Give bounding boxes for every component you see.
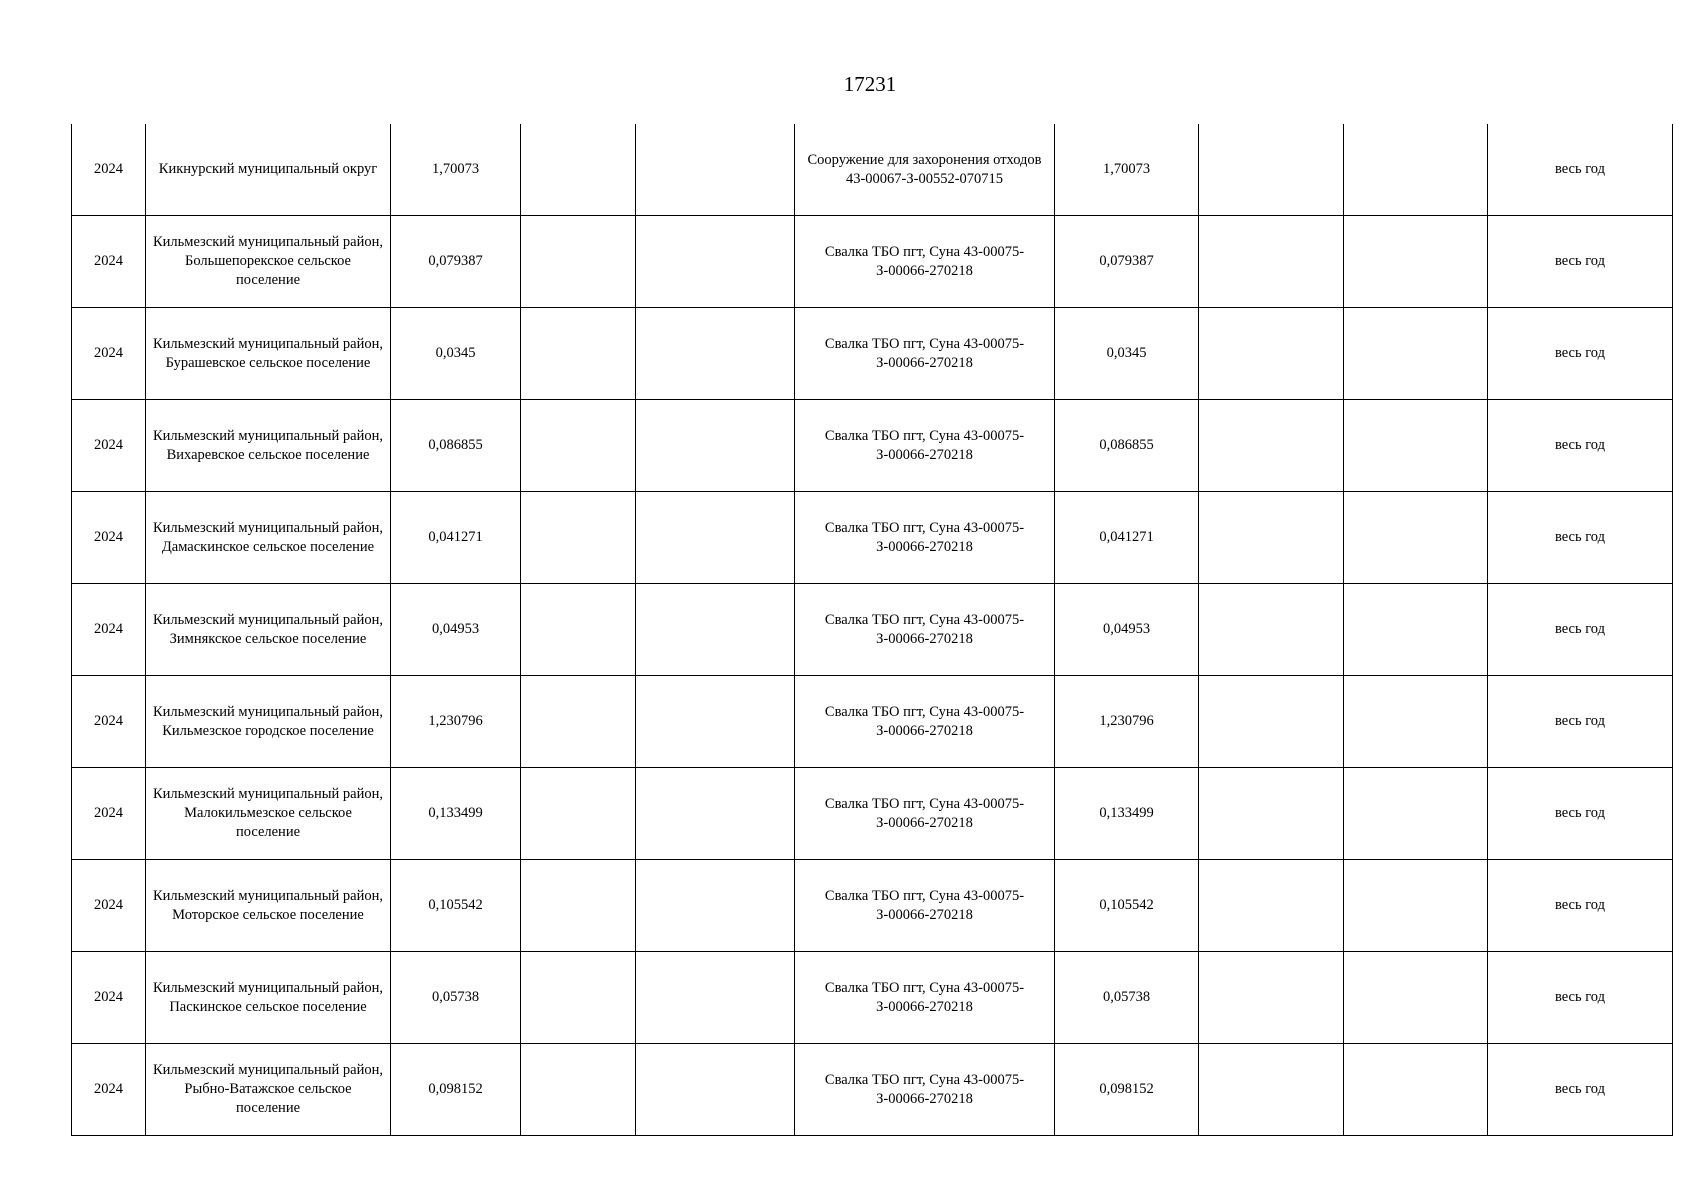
year-cell: 2024 — [72, 124, 146, 216]
period-cell: весь год — [1488, 492, 1673, 584]
year-cell: 2024 — [72, 768, 146, 860]
table-row — [72, 492, 1673, 584]
territory-cell: Кильмезский муниципальный район, Кильмезское городское поселение — [146, 676, 391, 768]
empty-cell — [636, 216, 795, 308]
empty-cell — [1199, 124, 1344, 216]
facility-cell: Свалка ТБО пгт, Суна 43-00075-З-00066-270218 — [795, 308, 1055, 400]
facility-amount-cell: 1,230796 — [1055, 676, 1199, 768]
table-row — [72, 216, 1673, 308]
amount-cell: 1,70073 — [391, 124, 521, 216]
facility-cell: Сооружение для захоронения отходов 43-00067-З-00552-070715 — [795, 124, 1055, 216]
facility-cell: Свалка ТБО пгт, Суна 43-00075-З-00066-270218 — [795, 1044, 1055, 1136]
table-row — [72, 400, 1673, 492]
period-cell: весь год — [1488, 860, 1673, 952]
facility-amount-cell: 0,05738 — [1055, 952, 1199, 1044]
table-row — [72, 1044, 1673, 1136]
table-row — [72, 124, 1673, 216]
period-cell: весь год — [1488, 584, 1673, 676]
empty-cell — [1199, 676, 1344, 768]
year-cell: 2024 — [72, 584, 146, 676]
territory-cell: Кильмезский муниципальный район, Моторское сельское поселение — [146, 860, 391, 952]
empty-cell — [521, 676, 636, 768]
facility-amount-cell: 1,70073 — [1055, 124, 1199, 216]
year-cell: 2024 — [72, 860, 146, 952]
empty-cell — [636, 676, 795, 768]
waste-table — [71, 124, 1673, 1136]
facility-cell: Свалка ТБО пгт, Суна 43-00075-З-00066-270218 — [795, 860, 1055, 952]
empty-cell — [521, 400, 636, 492]
empty-cell — [521, 308, 636, 400]
territory-cell: Кильмезский муниципальный район, Паскинское сельское поселение — [146, 952, 391, 1044]
empty-cell — [1199, 1044, 1344, 1136]
table-row — [72, 308, 1673, 400]
empty-cell — [521, 492, 636, 584]
year-cell: 2024 — [72, 952, 146, 1044]
facility-cell: Свалка ТБО пгт, Суна 43-00075-З-00066-270218 — [795, 952, 1055, 1044]
amount-cell: 0,079387 — [391, 216, 521, 308]
empty-cell — [1344, 216, 1488, 308]
empty-cell — [1199, 768, 1344, 860]
empty-cell — [1344, 860, 1488, 952]
territory-cell: Кильмезский муниципальный район, Зимнякское сельское поселение — [146, 584, 391, 676]
empty-cell — [1199, 216, 1344, 308]
amount-cell: 0,098152 — [391, 1044, 521, 1136]
territory-cell: Кильмезский муниципальный район, Малокильмезское сельское поселение — [146, 768, 391, 860]
period-cell: весь год — [1488, 768, 1673, 860]
empty-cell — [521, 584, 636, 676]
amount-cell: 1,230796 — [391, 676, 521, 768]
facility-amount-cell: 0,079387 — [1055, 216, 1199, 308]
empty-cell — [636, 584, 795, 676]
empty-cell — [521, 1044, 636, 1136]
empty-cell — [1199, 584, 1344, 676]
page-number: 17231 — [843, 72, 897, 96]
empty-cell — [636, 124, 795, 216]
empty-cell — [1344, 400, 1488, 492]
facility-amount-cell: 0,04953 — [1055, 584, 1199, 676]
empty-cell — [1344, 1044, 1488, 1136]
amount-cell: 0,086855 — [391, 400, 521, 492]
amount-cell: 0,04953 — [391, 584, 521, 676]
territory-cell: Кильмезский муниципальный район, Дамаскинское сельское поселение — [146, 492, 391, 584]
facility-amount-cell: 0,0345 — [1055, 308, 1199, 400]
amount-cell: 0,0345 — [391, 308, 521, 400]
facility-cell: Свалка ТБО пгт, Суна 43-00075-З-00066-270218 — [795, 216, 1055, 308]
empty-cell — [636, 860, 795, 952]
table-row — [72, 584, 1673, 676]
amount-cell: 0,133499 — [391, 768, 521, 860]
territory-cell: Кильмезский муниципальный район, Большепорекское сельское поселение — [146, 216, 391, 308]
empty-cell — [521, 768, 636, 860]
empty-cell — [636, 952, 795, 1044]
empty-cell — [636, 400, 795, 492]
territory-cell: Кикнурский муниципальный округ — [146, 124, 391, 216]
year-cell: 2024 — [72, 216, 146, 308]
period-cell: весь год — [1488, 308, 1673, 400]
empty-cell — [1199, 308, 1344, 400]
year-cell: 2024 — [72, 1044, 146, 1136]
territory-cell: Кильмезский муниципальный район, Рыбно-Ватажское сельское поселение — [146, 1044, 391, 1136]
year-cell: 2024 — [72, 676, 146, 768]
period-cell: весь год — [1488, 216, 1673, 308]
empty-cell — [521, 124, 636, 216]
period-cell: весь год — [1488, 952, 1673, 1044]
empty-cell — [636, 768, 795, 860]
empty-cell — [1199, 492, 1344, 584]
empty-cell — [636, 492, 795, 584]
empty-cell — [1344, 308, 1488, 400]
facility-amount-cell: 0,086855 — [1055, 400, 1199, 492]
empty-cell — [1199, 860, 1344, 952]
table-row — [72, 768, 1673, 860]
amount-cell: 0,041271 — [391, 492, 521, 584]
facility-cell: Свалка ТБО пгт, Суна 43-00075-З-00066-270218 — [795, 492, 1055, 584]
facility-amount-cell: 0,098152 — [1055, 1044, 1199, 1136]
facility-cell: Свалка ТБО пгт, Суна 43-00075-З-00066-270218 — [795, 584, 1055, 676]
empty-cell — [521, 952, 636, 1044]
year-cell: 2024 — [72, 492, 146, 584]
empty-cell — [521, 860, 636, 952]
table-row — [72, 676, 1673, 768]
empty-cell — [1344, 492, 1488, 584]
facility-amount-cell: 0,041271 — [1055, 492, 1199, 584]
year-cell: 2024 — [72, 308, 146, 400]
territory-cell: Кильмезский муниципальный район, Бурашевское сельское поселение — [146, 308, 391, 400]
period-cell: весь год — [1488, 676, 1673, 768]
period-cell: весь год — [1488, 1044, 1673, 1136]
facility-cell: Свалка ТБО пгт, Суна 43-00075-З-00066-270218 — [795, 676, 1055, 768]
empty-cell — [1344, 124, 1488, 216]
empty-cell — [1344, 952, 1488, 1044]
empty-cell — [1199, 400, 1344, 492]
empty-cell — [1344, 768, 1488, 860]
facility-cell: Свалка ТБО пгт, Суна 43-00075-З-00066-270218 — [795, 768, 1055, 860]
period-cell: весь год — [1488, 400, 1673, 492]
table-row — [72, 952, 1673, 1044]
empty-cell — [521, 216, 636, 308]
empty-cell — [1344, 584, 1488, 676]
empty-cell — [636, 1044, 795, 1136]
empty-cell — [1344, 676, 1488, 768]
territory-cell: Кильмезский муниципальный район, Вихаревское сельское поселение — [146, 400, 391, 492]
empty-cell — [636, 308, 795, 400]
table-row — [72, 860, 1673, 952]
empty-cell — [1199, 952, 1344, 1044]
facility-amount-cell: 0,105542 — [1055, 860, 1199, 952]
facility-amount-cell: 0,133499 — [1055, 768, 1199, 860]
period-cell: весь год — [1488, 124, 1673, 216]
amount-cell: 0,05738 — [391, 952, 521, 1044]
amount-cell: 0,105542 — [391, 860, 521, 952]
year-cell: 2024 — [72, 400, 146, 492]
facility-cell: Свалка ТБО пгт, Суна 43-00075-З-00066-270218 — [795, 400, 1055, 492]
